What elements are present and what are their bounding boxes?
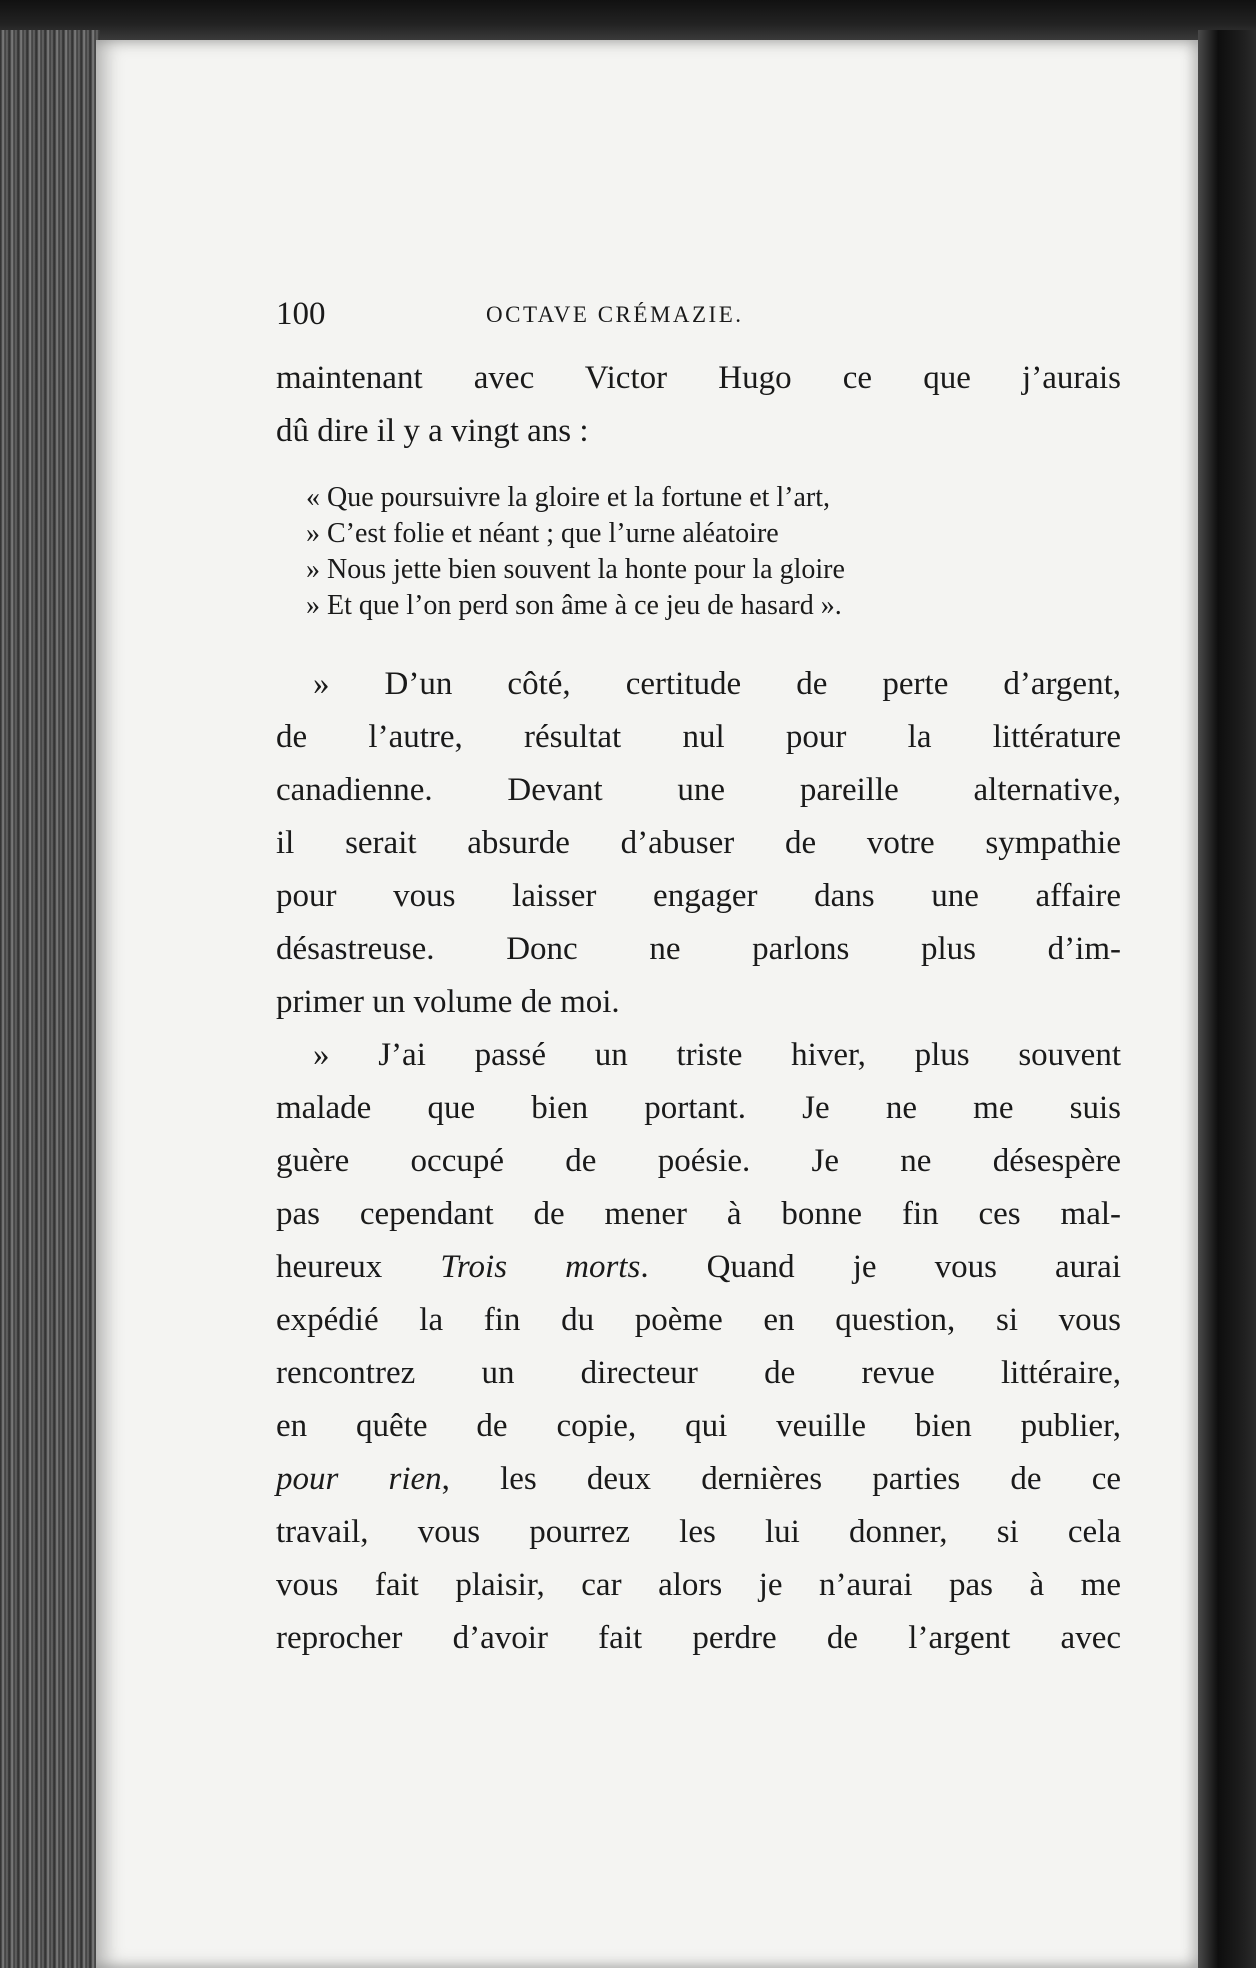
italic-phrase: pour rien xyxy=(276,1461,442,1497)
running-head xyxy=(276,296,896,340)
verse-line: » Et que l’on perd son âme à ce jeu de hasard ». xyxy=(306,590,842,621)
paragraph xyxy=(276,658,1121,1029)
text-line: dû dire il y a vingt ans : xyxy=(276,413,589,449)
italic-title: Trois morts xyxy=(440,1249,641,1285)
verse-line: » Nous jette bien souvent la honte pour la gloire xyxy=(306,554,845,585)
text-line: il serait absurde d’abuser de votre sympathie xyxy=(276,825,1121,861)
text-line xyxy=(276,1453,1121,1506)
text-line: » J’ai passé un triste hiver, plus souvent xyxy=(313,1037,1121,1073)
verse-line: « Que poursuivre la gloire et la fortune et l’art, xyxy=(306,482,831,513)
paragraph xyxy=(276,1029,1121,1665)
text-line: canadienne. Devant une pareille alternative, xyxy=(276,772,1121,808)
text-line: vous fait plaisir, car alors je n’aurai pas à me xyxy=(276,1567,1121,1603)
running-title: OCTAVE CRÉMAZIE. xyxy=(486,302,744,327)
verse-quote xyxy=(306,480,1046,624)
text-line: expédié la fin du poème en question, si vous xyxy=(276,1302,1121,1338)
text-line xyxy=(276,1241,1121,1294)
text-line: » D’un côté, certitude de perte d’argent, xyxy=(313,666,1121,702)
text-line: désastreuse. Donc ne parlons plus d’im- xyxy=(276,931,1121,967)
page-number: 100 xyxy=(276,296,326,332)
text-line: rencontrez un directeur de revue littéraire, xyxy=(276,1355,1121,1391)
top-shadow xyxy=(0,0,1256,40)
text-segment: . Quand je vous aurai xyxy=(640,1249,1121,1285)
text-line: guère occupé de poésie. Je ne désespère xyxy=(276,1143,1121,1179)
text-line: pas cependant de mener à bonne fin ces mal- xyxy=(276,1196,1121,1232)
text-line: primer un volume de moi. xyxy=(276,984,620,1020)
text-line: maintenant avec Victor Hugo ce que j’aurais xyxy=(276,360,1121,396)
text-line: travail, vous pourrez les lui donner, si cela xyxy=(276,1514,1121,1550)
verse-line: » C’est folie et néant ; que l’urne aléatoire xyxy=(306,518,779,549)
text-line: malade que bien portant. Je ne me suis xyxy=(276,1090,1121,1126)
text-line: pour vous laisser engager dans une affaire xyxy=(276,878,1121,914)
stacked-page-edges xyxy=(0,30,100,1968)
text-line: reprocher d’avoir fait perdre de l’argent avec xyxy=(276,1620,1121,1656)
page-body xyxy=(276,352,1121,1665)
text-line: en quête de copie, qui veuille bien publier, xyxy=(276,1408,1121,1444)
facing-page-edge xyxy=(1198,30,1256,1968)
text-line: de l’autre, résultat nul pour la littérature xyxy=(276,719,1121,755)
text-segment: , les deux dernières parties de ce xyxy=(441,1461,1122,1497)
text-segment: heureux xyxy=(276,1249,441,1285)
